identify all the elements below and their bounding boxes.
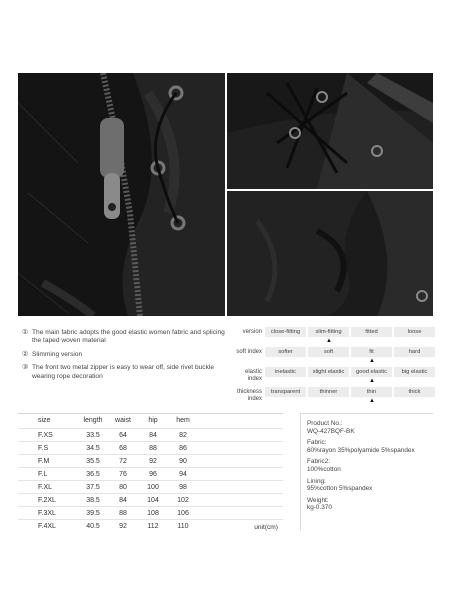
spec-lining xyxy=(307,478,433,493)
table-cell: 106 xyxy=(177,510,189,517)
table-row xyxy=(18,506,283,519)
table-row xyxy=(18,519,283,532)
table-cell: F.XS xyxy=(38,432,53,439)
spec-value: 100%cotton xyxy=(307,465,341,473)
feature-number: ① xyxy=(22,329,29,336)
table-cell: 84 xyxy=(149,432,157,439)
feature-text: Slimming version xyxy=(32,350,83,358)
table-cell: 100 xyxy=(147,484,159,491)
spec-value: kg-0.370 xyxy=(307,504,332,512)
attribute-option: thin xyxy=(351,387,392,397)
table-cell: 68 xyxy=(119,445,127,452)
column-header: hip xyxy=(148,417,158,424)
spec-label: Fabric: xyxy=(307,439,327,447)
attribute-row-soft-index xyxy=(232,347,432,367)
attribute-option: softer xyxy=(265,347,306,357)
attribute-row-thickness-index xyxy=(232,387,432,407)
table-row xyxy=(18,480,283,493)
table-cell: 88 xyxy=(149,445,157,452)
feature-text: The main fabric adopts the good elastic women fabric and splicing the taped woven material xyxy=(32,329,225,345)
spec-label: Lining: xyxy=(307,477,326,485)
table-row xyxy=(18,454,283,467)
table-cell: 36.5 xyxy=(86,471,100,478)
table-row xyxy=(18,493,283,506)
table-cell: 33.5 xyxy=(86,432,100,439)
attribute-option: slim-fitting xyxy=(308,327,349,337)
attribute-option: loose xyxy=(394,327,435,337)
table-cell: 72 xyxy=(119,458,127,465)
table-cell: 96 xyxy=(149,471,157,478)
feature-list xyxy=(22,329,232,386)
attribute-option: close-fitting xyxy=(265,327,306,337)
table-cell: 64 xyxy=(119,432,127,439)
attribute-option: slight elastic xyxy=(308,367,349,377)
zipper-closeup-photo xyxy=(18,73,225,316)
table-cell: F.L xyxy=(38,471,48,478)
selected-marker: ▲ xyxy=(369,358,375,364)
attribute-label: version xyxy=(242,329,262,335)
attribute-option: good elastic xyxy=(351,367,392,377)
lace-up-closeup-photo xyxy=(227,73,433,189)
attribute-option: inelastic xyxy=(265,367,306,377)
table-cell: F.3XL xyxy=(38,510,56,517)
spec-value: 95%cotton 5%spandex xyxy=(307,485,373,493)
table-cell: F.M xyxy=(38,458,50,465)
table-cell: 37.5 xyxy=(86,484,100,491)
hood-fabric-closeup-photo xyxy=(227,191,433,316)
table-cell: 104 xyxy=(147,497,159,504)
spec-weight xyxy=(307,497,433,512)
table-cell: 108 xyxy=(147,510,159,517)
spec-value: 60%rayon 35%polyamide 5%spandex xyxy=(307,446,415,454)
product-specs xyxy=(300,413,433,531)
attribute-label: elastic index xyxy=(244,369,262,382)
selected-marker: ▲ xyxy=(326,338,332,344)
feature-item xyxy=(22,351,232,359)
table-cell: 86 xyxy=(179,445,187,452)
table-cell: 82 xyxy=(179,432,187,439)
table-cell: 94 xyxy=(179,471,187,478)
column-header: length xyxy=(83,417,103,424)
size-table xyxy=(18,413,283,532)
table-cell: 40.5 xyxy=(86,523,100,530)
attribute-row-elastic-index xyxy=(232,367,432,387)
spec-label: Fabric2: xyxy=(307,458,331,466)
size-table-header xyxy=(18,414,283,428)
attribute-option: transparent xyxy=(265,387,306,397)
table-cell: F.2XL xyxy=(38,497,56,504)
table-cell: 90 xyxy=(179,458,187,465)
column-header: size xyxy=(38,417,51,424)
attribute-option: soft xyxy=(308,347,349,357)
attribute-option: fitted xyxy=(351,327,392,337)
spec-value: WQ-427BQF-BK xyxy=(307,427,355,435)
spec-product-no xyxy=(307,420,433,435)
table-cell: 38.5 xyxy=(86,497,100,504)
column-header: waist xyxy=(115,417,131,424)
unit-label: unit(cm) xyxy=(254,524,278,531)
table-row xyxy=(18,428,283,441)
attribute-index-table xyxy=(232,327,432,407)
attribute-option: thinner xyxy=(308,387,349,397)
column-header: hem xyxy=(176,417,190,424)
table-cell: 102 xyxy=(177,497,189,504)
attribute-label: soft index xyxy=(236,349,262,355)
table-cell: 88 xyxy=(119,510,127,517)
table-cell: 80 xyxy=(119,484,127,491)
table-cell: 84 xyxy=(119,497,127,504)
feature-number: ③ xyxy=(22,364,29,372)
table-cell: 39.5 xyxy=(86,510,100,517)
table-cell: 110 xyxy=(177,523,189,530)
attribute-option: fit xyxy=(351,347,392,357)
table-cell: 92 xyxy=(119,523,127,530)
table-cell: 76 xyxy=(119,471,127,478)
table-cell: F.S xyxy=(38,445,49,452)
spec-fabric xyxy=(307,439,433,454)
table-cell: F.XL xyxy=(38,484,53,491)
attribute-row-version xyxy=(232,327,432,347)
attribute-option: hard xyxy=(394,347,435,357)
table-row xyxy=(18,441,283,454)
selected-marker: ▲ xyxy=(369,378,375,384)
spec-label: Weight: xyxy=(307,496,329,504)
selected-marker: ▲ xyxy=(369,398,375,404)
table-cell: 34.5 xyxy=(86,445,100,452)
table-cell: 92 xyxy=(149,458,157,465)
feature-text: The front two metal zipper is easy to wear off, side rivet buckle wearing rope decoration xyxy=(32,364,215,380)
attribute-option: thick xyxy=(394,387,435,397)
attribute-label: thickness index xyxy=(236,389,262,402)
feature-number: ② xyxy=(22,350,29,358)
table-row xyxy=(18,467,283,480)
table-cell: 98 xyxy=(179,484,187,491)
spec-fabric2 xyxy=(307,458,433,473)
spec-label: Product No.: xyxy=(307,420,343,427)
feature-item xyxy=(22,364,232,381)
feature-item xyxy=(22,329,232,346)
table-cell: 112 xyxy=(147,523,159,530)
attribute-option: big elastic xyxy=(394,367,435,377)
table-cell: F.4XL xyxy=(38,523,56,530)
table-cell: 35.5 xyxy=(86,458,100,465)
